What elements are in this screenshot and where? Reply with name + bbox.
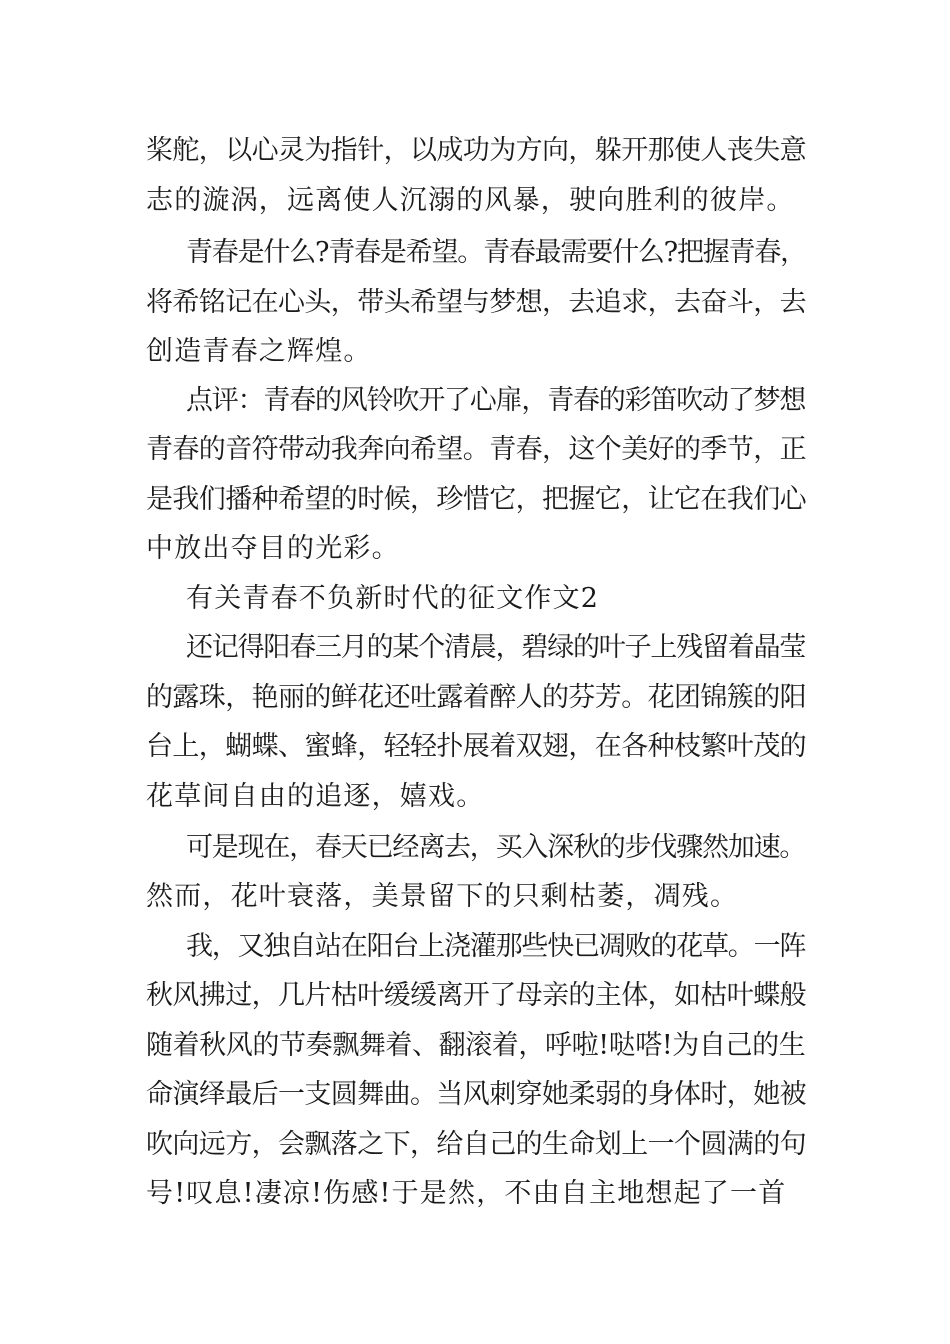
text-line: 秋风拂过，几片枯叶缓缓离开了母亲的主体，如枯叶蝶般 bbox=[146, 980, 806, 1011]
text-line: 随着秋风的节奏飘舞着、翻滚着，呼啦!哒嗒!为自己的生 bbox=[146, 1030, 806, 1061]
text-line: 然而，花叶衰落，美景留下的只剩枯萎，凋残。 bbox=[146, 881, 739, 912]
text-line: 志的漩涡，远离使人沉溺的风暴，驶向胜利的彼岸。 bbox=[146, 185, 795, 216]
paragraph-start: 还记得阳春三月的某个清晨，碧绿的叶子上残留着晶莹 bbox=[186, 632, 806, 663]
text-line: 花草间自由的追逐，嬉戏。 bbox=[146, 781, 485, 812]
text-line: 是我们播种希望的时候，珍惜它，把握它，让它在我们心 bbox=[146, 484, 806, 515]
section-heading: 有关青春不负新时代的征文作文2 bbox=[186, 583, 600, 614]
text-line: 号!叹息!凄凉!伤感!于是然，不由自主地想起了一首 bbox=[146, 1178, 787, 1209]
text-line: 中放出夺目的光彩。 bbox=[146, 533, 400, 564]
text-line: 台上，蝴蝶、蜜蜂，轻轻扑展着双翅，在各种枝繁叶茂的 bbox=[146, 731, 806, 762]
paragraph-start: 我，又独自站在阳台上浇灌那些快已凋败的花草。一阵 bbox=[186, 931, 806, 962]
text-line: 将希铭记在心头，带头希望与梦想，去追求，去奋斗，去 bbox=[146, 287, 806, 318]
text-line: 命演绎最后一支圆舞曲。当风刺穿她柔弱的身体时，她被 bbox=[146, 1079, 806, 1110]
paragraph-start: 可是现在，春天已经离去，买入深秋的步伐骤然加速。 bbox=[186, 832, 806, 863]
text-line: 青春的音符带动我奔向希望。青春，这个美好的季节，正 bbox=[146, 434, 806, 465]
text-line: 吹向远方，会飘落之下，给自己的生命划上一个圆满的句 bbox=[146, 1129, 806, 1160]
text-line: 创造青春之辉煌。 bbox=[146, 336, 372, 367]
paragraph-start: 青春是什么?青春是希望。青春最需要什么?把握青春， bbox=[186, 237, 806, 268]
paragraph-start: 点评：青春的风铃吹开了心扉，青春的彩笛吹动了梦想 bbox=[186, 385, 806, 416]
text-line: 桨舵，以心灵为指针，以成功为方向，躲开那使人丧失意 bbox=[146, 135, 806, 166]
text-line: 的露珠，艳丽的鲜花还吐露着醉人的芬芳。花团锦簇的阳 bbox=[146, 682, 806, 713]
